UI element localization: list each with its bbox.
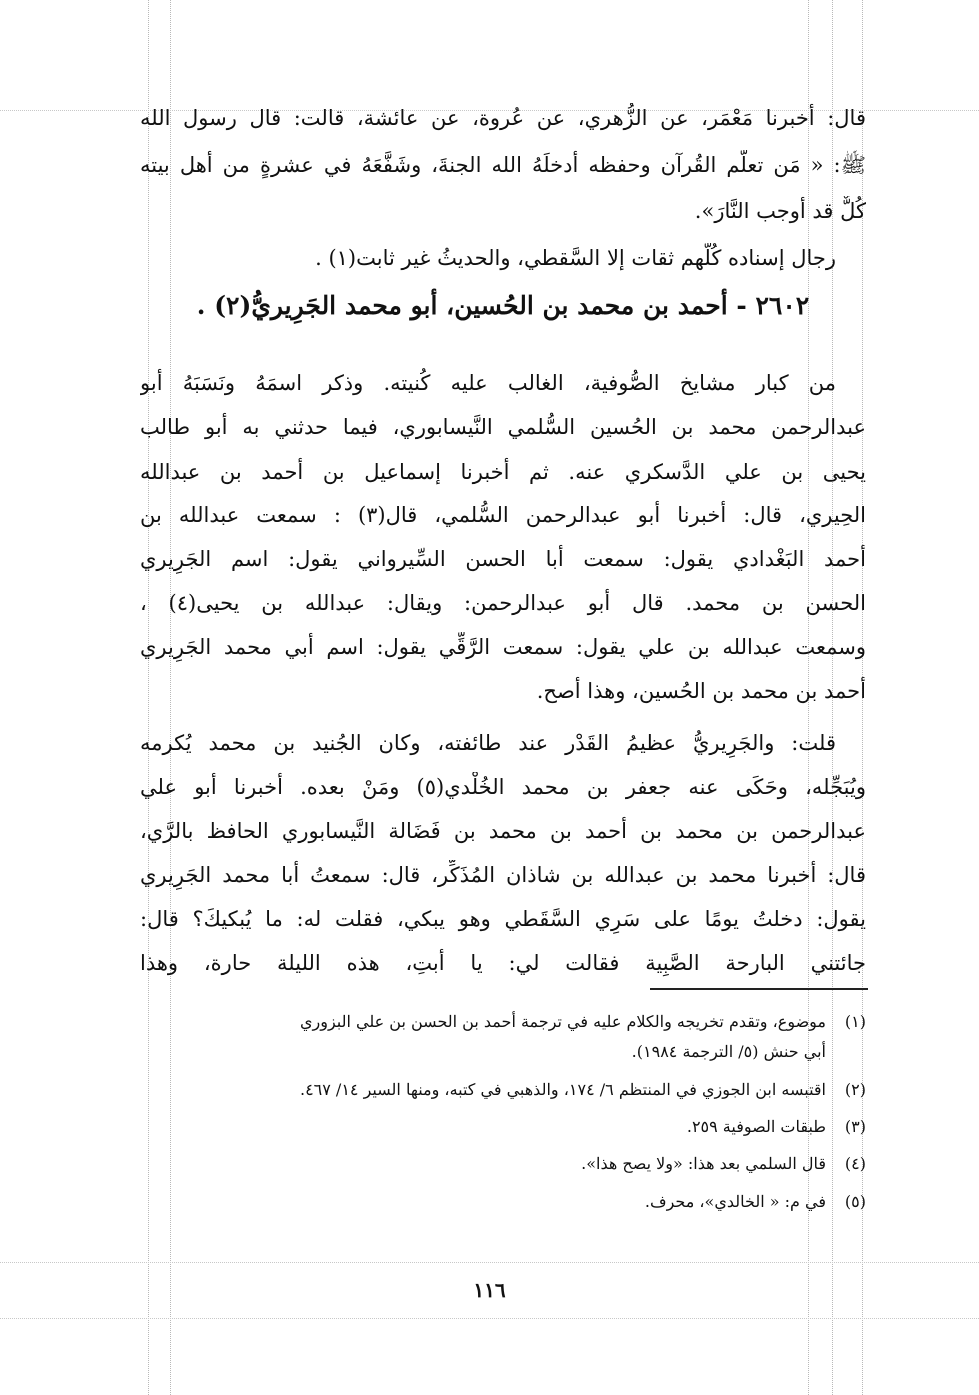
footnote-text: اقتبسه ابن الجوزي في المنتظم ٦/ ١٧٤، والذهبي في كتبه، ومنها السير ١٤/ ٤٦٧. <box>299 1080 826 1099</box>
scan-guide-line <box>0 1262 979 1263</box>
text-line: قال: أخبرنا محمد بن عبدالله بن شاذان المُذَكِّر، قال: سمعتُ أبا محمد الجَرِيري <box>140 863 866 887</box>
text-line: ويُبَجِّله، وحَكَى عنه جعفر بن محمد الخُلْدي(٥) ومَنْ بعده. أخبرنا أبو علي <box>140 775 866 799</box>
page-number: ١١٦ <box>473 1278 506 1302</box>
text-line: من كبار مشايخ الصُّوفية، الغالب عليه كُنيته. وذكر اسمَهُ ونَسَبَهُ أبو <box>140 371 836 395</box>
text-line: قال: أخبرنا مَعْمَر، عن الزُّهري، عن عُروة، عن عائشة، قالت: قال رسول الله <box>140 106 866 130</box>
text-line: ﷺ: « مَن تعلَّم القُرآن وحفظه أدخلَهُ الله الجنةَ، وشَفَّعَهُ في عشرةٍ من أهل بيته <box>140 153 866 177</box>
footnote-text: طبقات الصوفية ٢٥٩. <box>686 1117 826 1136</box>
text-line: جائتني البارحة الصَّبِية فقالت لي: يا أبتِ، هذه الليلة حارة، وهذا <box>140 951 866 975</box>
text-line: أحمد بن محمد بن الحُسين، وهذا أصح. <box>536 679 866 703</box>
footnote-text: في م: « الخالدي»، محرف. <box>644 1192 826 1211</box>
footnote <box>140 1010 866 1034</box>
footnote <box>140 1078 866 1102</box>
text-line: الحسن بن محمد. قال أبو عبدالرحمن: ويقال: عبدالله بن يحيى(٤) ، <box>140 591 866 615</box>
scan-guide-line <box>0 1318 979 1319</box>
text-line: أحمد البَغْدادي يقول: سمعت أبا الحسن السِّيرواني يقول: اسم الجَرِيري <box>140 547 866 571</box>
footnote-text: قال السلمي بعد هذا: «ولا يصح هذا». <box>581 1154 826 1173</box>
footnote-text: موضوع، وتقدم تخريجه والكلام عليه في ترجمة أحمد بن الحسن بن علي البزوري <box>299 1012 826 1031</box>
footnote-number: (٣) <box>844 1117 866 1136</box>
footnote <box>140 1190 866 1214</box>
text-line: عبدالرحمن بن محمد بن أحمد بن محمد بن فَضَالة النَّيسابوري الحافظ بالرَّي، <box>140 819 866 843</box>
text-line: كُلٌّ قد أوجب النَّارَ». <box>694 199 866 223</box>
footnote-number: (٥) <box>844 1192 866 1211</box>
text-line: الحِيري، قال: أخبرنا أبو عبدالرحمن السُّلمي، قال(٣) : سمعت عبدالله بن <box>140 503 866 527</box>
entry-heading: ٢٦٠٢ - أحمد بن محمد بن الحُسين، أبو محمد الجَرِيريُّ(٢) . <box>196 291 810 320</box>
footnote-number: (١) <box>844 1012 866 1031</box>
footnote-separator <box>650 988 868 990</box>
text-line: يقول: دخلتُ يومًا على سَرِي السَّقَطي وهو يبكي، فقلت له: ما يُبكيكَ؟ قال: <box>140 907 866 931</box>
footnote <box>140 1152 866 1176</box>
text-line: وسمعت عبدالله بن علي يقول: سمعت الرَّقِّي يقول: اسم أبي محمد الجَرِيري <box>140 635 866 659</box>
footnote-number: (٢) <box>844 1080 866 1099</box>
footnote <box>140 1115 866 1139</box>
text-line: عبدالرحمن محمد بن الحُسين السُّلمي النَّيسابوري، فيما حدثني به أبو طالب <box>140 415 866 439</box>
text-line: قلت: والجَرِيريُّ عظيمُ القَدْر عند طائفته، وكان الجُنيد بن محمد يُكرمه <box>140 731 836 755</box>
text-line: يحيى بن علي الدَّسكري عنه. ثم أخبرنا إسماعيل بن أحمد بن عبدالله <box>140 460 866 484</box>
footnote-continuation: أبي حنش (٥/ الترجمة ١٩٨٤). <box>631 1042 826 1061</box>
isnad-note: رجال إسناده كُلّهم ثقات إلا السَّقطي، والحديثُ غير ثابت(١) . <box>315 246 836 270</box>
footnote-number: (٤) <box>844 1154 866 1173</box>
